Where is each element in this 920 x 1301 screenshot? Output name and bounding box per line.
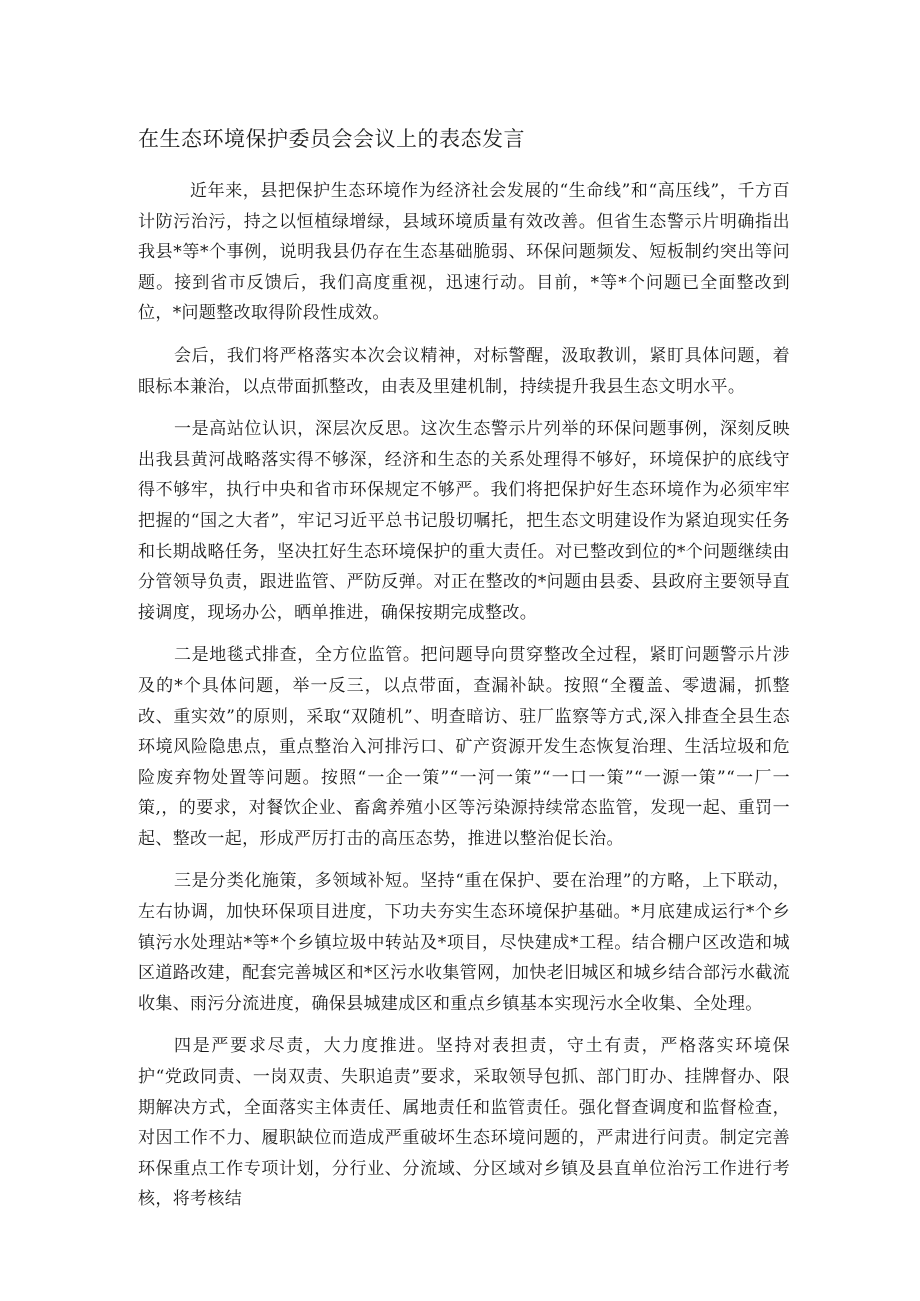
document-title: 在生态环境保护委员会会议上的表态发言: [138, 127, 525, 151]
document-body: [138, 176, 790, 1227]
paragraph-point-three: 三是分类化施策，多领域补短。坚持“重在保护、要在治理”的方略，上下联动，左右协调，加快环保项目进度，下功夫夯实生态环境保护基础。*月底建成运行*个乡镇污水处理站*等*个乡镇垃圾中转站及*项目，尽快建成*工程。结合棚户区改造和城区道路改建，配套完善城区和*区污水收集管网，加快老旧城区和城乡结合部污水截流收集、雨污分流进度，确保县城建成区和重点乡镇基本实现污水全收集、全处理。: [138, 871, 790, 1014]
paragraph-point-two: 二是地毯式排查，全方位监管。把问题导向贯穿整改全过程，紧盯问题警示片涉及的*个具体问题，举一反三，以点带面，查漏补缺。按照“全覆盖、零遗漏，抓整改、重实效”的原则，采取“双随机”、明查暗访、驻厂监察等方式,深入排查全县生态环境风险隐患点，重点整治入河排污口、矿产资源开发生态恢复治理、生活垃圾和危险废弃物处置等问题。按照“一企一策”“一河一策”“一口一策”“一源一策”“一厂一策,，的要求，对餐饮企业、畜禽养殖小区等污染源持续常态监管，发现一起、重罚一起、整改一起，形成严厉打击的高压态势，推进以整治促长治。: [138, 645, 790, 849]
paragraph-point-one: 一是高站位认识，深层次反思。这次生态警示片列举的环保问题事例，深刻反映出我县黄河战略落实得不够深，经济和生态的关系处理得不够好，环境保护的底线守得不够牢，执行中央和省市环保规定不够严。我们将把保护好生态环境作为必须牢牢把握的“国之大者”，牢记习近平总书记殷切嘱托，把生态文明建设作为紧迫现实任务和长期战略任务，坚决扛好生态环境保护的重大责任。对已整改到位的*个问题继续由分管领导负责，跟进监管、严防反弹。对正在整改的*问题由县委、县政府主要领导直接调度，现场办公，晒单推进，确保按期完成整改。: [138, 419, 790, 623]
paragraph-point-four: 四是严要求尽责，大力度推进。坚持对表担责，守土有责，严格落实环境保护“党政同责、一岗双责、失职追责”要求，采取领导包抓、部门盯办、挂牌督办、限期解决方式，全面落实主体责任、属地责任和监管责任。强化督查调度和监督检查，对因工作不力、履职缺位而造成严重破坏生态环境问题的，严肃进行问责。制定完善环保重点工作专项计划，分行业、分流域、分区域对乡镇及县直单位治污工作进行考核，将考核结: [138, 1036, 790, 1210]
paragraph-intro: 近年来，县把保护生态环境作为经济社会发展的“生命线”和“高压线”，千方百计防污治污，持之以恒植绿增绿，县域环境质量有效改善。但省生态警示片明确指出我县*等*个事例，说明我县仍存在生态基础脆弱、环保问题频发、短板制约突出等问题。接到省市反馈后，我们高度重视，迅速行动。目前，*等*个问题已全面整改到位，*问题整改取得阶段性成效。: [138, 181, 790, 324]
paragraph-commitment: 会后，我们将严格落实本次会议精神，对标警醒，汲取教训，紧盯具体问题，着眼标本兼治，以点带面抓整改，由表及里建机制，持续提升我县生态文明水平。: [138, 345, 790, 397]
